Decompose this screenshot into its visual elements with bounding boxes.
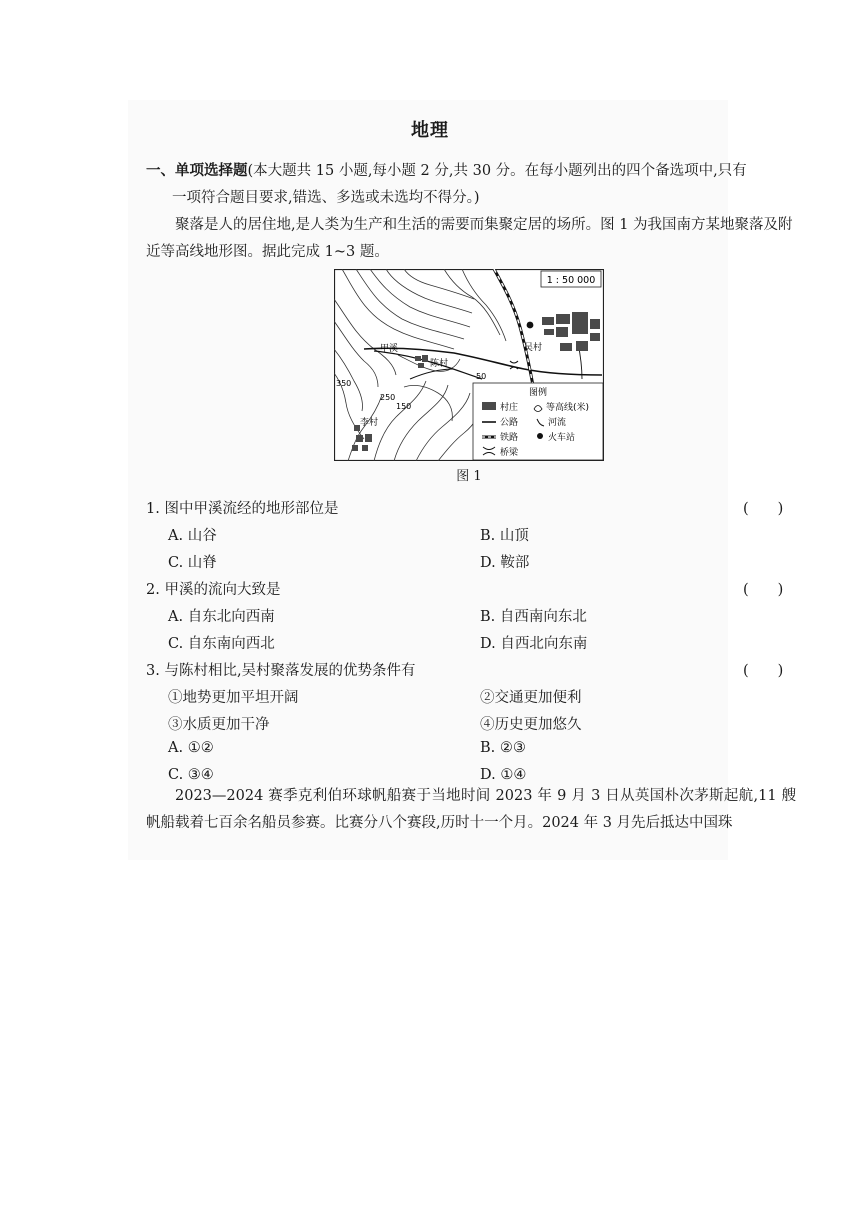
label-contour-350: 350 (336, 379, 352, 388)
label-contour-250: 250 (380, 393, 396, 402)
label-licun: 李村 (360, 418, 379, 428)
legend-road: 公路 (500, 418, 519, 428)
map-legend (473, 383, 603, 460)
answer-paren: ( ) (743, 582, 784, 598)
question-number: 1. (146, 501, 160, 517)
legend-title: 图例 (528, 388, 548, 398)
section-title: 一、单项选择题 (146, 162, 248, 179)
legend-village-icon (482, 402, 496, 410)
q3-statement-2: ②交通更加便利 (480, 690, 582, 706)
question-text: 与陈村相比,吴村聚落发展的优势条件有 (164, 663, 416, 679)
figure-caption: 图 1 (456, 469, 482, 484)
question-number: 2. (146, 582, 160, 598)
q3-statement-1: ①地势更加平坦开阔 (168, 690, 299, 706)
label-chencun: 陈村 (430, 359, 449, 369)
label-wucun: 吴村 (524, 343, 543, 353)
legend-river: 河流 (548, 418, 567, 428)
page-title: 地理 (411, 120, 449, 141)
label-contour-50: 50 (476, 372, 487, 381)
q1-option-d: D. 鞍部 (480, 555, 530, 571)
q3-statement-3: ③水质更加干净 (168, 717, 270, 733)
q3-statement-4: ④历史更加悠久 (480, 717, 582, 733)
legend-station-icon (537, 433, 543, 439)
question-2-stem (146, 578, 280, 599)
q3-option-a: A. ①② (168, 740, 214, 756)
contour-map (334, 269, 604, 461)
legend-contour: 等高线(米) (546, 403, 590, 413)
answer-paren: ( ) (743, 663, 784, 679)
question-number: 3. (146, 663, 160, 679)
passage-paragraph: 2023—2024 赛季克利伯环球帆船赛于当地时间 2023 年 9 月 3 日从英国朴次茅斯起航,11 艘帆船载着七百余名船员参赛。比赛分八个赛段,历时十一个月。2024 年 3 月先后抵达中国珠 (146, 788, 796, 831)
q1-option-c: C. 山脊 (168, 555, 217, 571)
map-scale: 1 : 50 000 (546, 275, 596, 286)
q2-option-a: A. 自东北向西南 (168, 609, 275, 625)
legend-station: 火车站 (548, 433, 576, 443)
q2-option-c: C. 自东南向西北 (168, 636, 275, 652)
legend-bridge: 桥梁 (500, 448, 519, 458)
q1-option-b: B. 山顶 (480, 528, 529, 544)
question-1-stem (146, 497, 338, 518)
station-icon (527, 322, 534, 329)
label-contour-150: 150 (396, 402, 412, 411)
q1-option-a: A. 山谷 (168, 528, 217, 544)
legend-railway: 铁路 (500, 433, 519, 443)
legend-village: 村庄 (500, 403, 519, 413)
q2-option-b: B. 自西南向东北 (480, 609, 587, 625)
q2-option-d: D. 自西北向东南 (480, 636, 588, 652)
contour-map-figure (334, 269, 604, 461)
question-text: 甲溪的流向大致是 (164, 582, 281, 598)
label-jiaxi: 甲溪 (380, 344, 399, 354)
section-instructions-1: (本大题共 15 小题,每小题 2 分,共 30 分。在每小题列出的四个备选项中,只有 (247, 163, 747, 179)
answer-paren: ( ) (743, 501, 784, 517)
question-text: 图中甲溪流经的地形部位是 (164, 501, 339, 517)
section-instructions-2: 一项符合题目要求,错选、多选或未选均不得分。) (172, 190, 480, 206)
intro-paragraph: 聚落是人的居住地,是人类为生产和生活的需要而集聚定居的场所。图 1 为我国南方某地聚落及附近等高线地形图。据此完成 1~3 题。 (146, 217, 793, 260)
q3-option-d: D. ①④ (480, 767, 527, 783)
question-3-stem (146, 659, 416, 680)
q3-option-b: B. ②③ (480, 740, 526, 756)
q3-option-c: C. ③④ (168, 767, 214, 783)
section-heading (146, 157, 796, 212)
